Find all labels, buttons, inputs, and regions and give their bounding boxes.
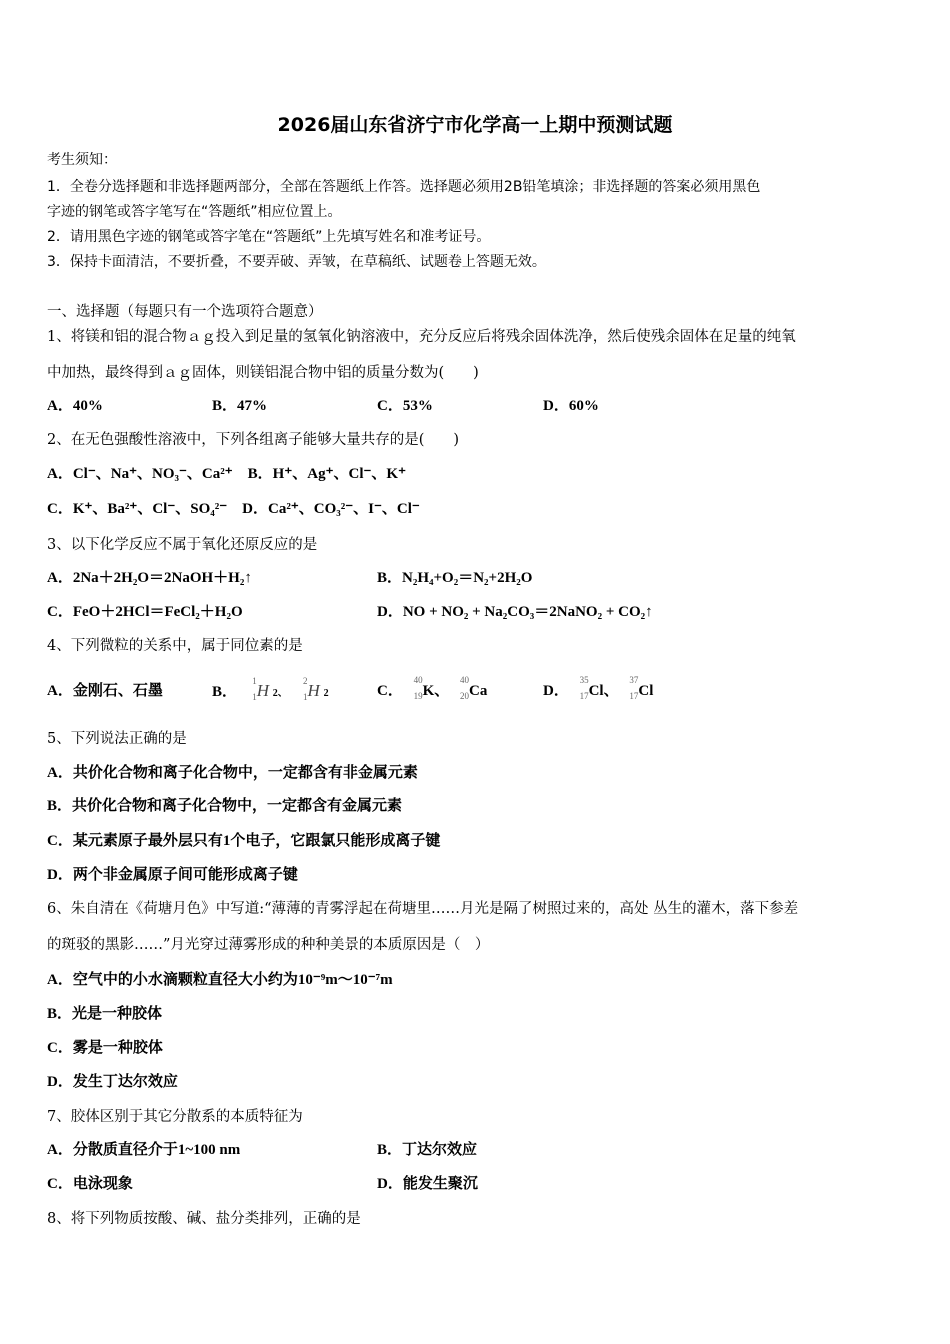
option-row: C．K⁺、Ba²⁺、Cl⁻、SO₄²⁻ D．Ca²⁺、CO₃²⁻、I⁻、Cl⁻ xyxy=(47,501,420,517)
option-d xyxy=(543,674,654,701)
option-c: C．电泳现象 xyxy=(47,1176,133,1192)
mass-number: 35 xyxy=(579,674,589,685)
option-b: B．光是一种胶体 xyxy=(47,1006,163,1022)
option-c xyxy=(377,674,488,701)
page-title: 2026届山东省济宁市化学高一上期中预测试题 xyxy=(277,114,673,136)
option-d: D．能发生聚沉 xyxy=(377,1176,478,1192)
notice-line: 3．保持卡面清洁，不要折叠，不要弄破、弄皱，在草稿纸、试题卷上答题无效。 xyxy=(47,254,546,270)
option-b: B．N₂H₄+O₂＝N₂+2H₂O xyxy=(377,570,533,586)
question-stem: 1、将镁和铝的混合物ａｇ投入到足量的氢氧化钠溶液中，充分反应后将残余固体洗净，然后使残余固体在足量的纯氧 xyxy=(47,329,796,345)
symbol: K、 xyxy=(422,683,450,699)
isotope-notation xyxy=(241,675,257,702)
notice-line: 字迹的钢笔或答字笔写在“答题纸”相应位置上。 xyxy=(47,204,342,220)
mass-number: 40 xyxy=(460,674,470,685)
option-label: D． xyxy=(543,683,569,699)
isotope-notation xyxy=(573,674,589,701)
atomic-number: 17 xyxy=(629,690,639,701)
subscript: 2 xyxy=(323,688,329,699)
symbol: H xyxy=(307,681,320,700)
question-stem: 中加热，最终得到ａｇ固体，则镁铝混合物中铝的质量分数为( ) xyxy=(47,365,479,381)
option-a: A．空气中的小水滴颗粒直径大小约为10⁻⁹m～10⁻⁷m xyxy=(47,972,393,988)
notice-line: 2．请用黑色字迹的钢笔或答字笔在“答题纸”上先填写姓名和准考证号。 xyxy=(47,229,491,245)
atomic-number: 19 xyxy=(413,690,423,701)
option-row: A．Cl⁻、Na⁺、NO₃⁻、Ca²⁺ B．H⁺、Ag⁺、Cl⁻、K⁺ xyxy=(47,466,407,482)
option-a: A．2Na＋2H₂O＝2NaOH＋H₂↑ xyxy=(47,570,252,586)
question-stem: 4、下列微粒的关系中，属于同位素的是 xyxy=(47,638,303,654)
option-d: D．NO + NO₂ + Na₂CO₃＝2NaNO₂ + CO₂↑ xyxy=(377,604,653,620)
isotope-notation xyxy=(453,674,470,701)
option-d: D．60% xyxy=(543,398,599,414)
subscript: 2、 xyxy=(272,688,288,699)
question-stem: 3、以下化学反应不属于氧化还原反应的是 xyxy=(47,537,318,553)
isotope-notation xyxy=(407,674,423,701)
symbol: Cl、 xyxy=(588,683,619,699)
notice-line: 1．全卷分选择题和非选择题两部分，全部在答题纸上作答。选择题必须用2B铅笔填涂；非选择题的答案必须用黑色 xyxy=(47,179,761,195)
option-d: D．两个非金属原子间可能形成离子键 xyxy=(47,867,298,883)
question-stem: 8、将下列物质按酸、碱、盐分类排列，正确的是 xyxy=(47,1211,361,1227)
mass-number: 40 xyxy=(413,674,423,685)
option-b: B．47% xyxy=(212,398,268,414)
atomic-number: 1 xyxy=(252,691,257,702)
option-c: C．53% xyxy=(377,398,433,414)
option-label: C． xyxy=(377,683,403,699)
symbol: Cl xyxy=(638,683,654,699)
atomic-number: 17 xyxy=(579,690,589,701)
option-b xyxy=(212,675,329,703)
isotope-notation xyxy=(622,674,639,701)
isotope-notation xyxy=(292,675,308,702)
option-c: C．FeO＋2HCl＝FeCl₂＋H₂O xyxy=(47,604,243,620)
atomic-number: 1 xyxy=(303,691,308,702)
question-stem: 7、胶体区别于其它分散系的本质特征为 xyxy=(47,1109,303,1125)
mass-number: 2 xyxy=(303,675,308,686)
option-d: D．发生丁达尔效应 xyxy=(47,1074,178,1090)
atomic-number: 20 xyxy=(460,690,470,701)
question-stem: 的斑驳的黑影……”月光穿过薄雾形成的种种美景的本质原因是（ ） xyxy=(47,937,490,953)
option-a: A．分散质直径介于1~100 nm xyxy=(47,1142,241,1158)
mass-number: 1 xyxy=(252,675,257,686)
option-a: A．共价化合物和离子化合物中，一定都含有非金属元素 xyxy=(47,765,418,781)
section-heading: 一、选择题（每题只有一个选项符合题意） xyxy=(47,304,323,320)
symbol: H xyxy=(256,681,270,700)
question-stem: 6、朱自清在《荷塘月色》中写道:“薄薄的青雾浮起在荷塘里……月光是隔了树照过来的，高处 丛生的灌木，落下参差 xyxy=(47,901,799,917)
option-b: B．共价化合物和离子化合物中，一定都含有金属元素 xyxy=(47,798,403,814)
option-label: B． xyxy=(212,684,238,700)
option-a: A．金刚石、石墨 xyxy=(47,683,163,699)
question-stem: 2、在无色强酸性溶液中，下列各组离子能够大量共存的是( ) xyxy=(47,432,460,448)
option-a: A．40% xyxy=(47,398,103,414)
symbol: Ca xyxy=(469,683,488,699)
notice-heading: 考生须知： xyxy=(47,152,117,168)
option-c: C．某元素原子最外层只有1个电子，它跟氯只能形成离子键 xyxy=(47,833,441,849)
question-stem: 5、下列说法正确的是 xyxy=(47,731,187,747)
mass-number: 37 xyxy=(629,674,639,685)
option-c: C．雾是一种胶体 xyxy=(47,1040,163,1056)
option-b: B．丁达尔效应 xyxy=(377,1142,478,1158)
